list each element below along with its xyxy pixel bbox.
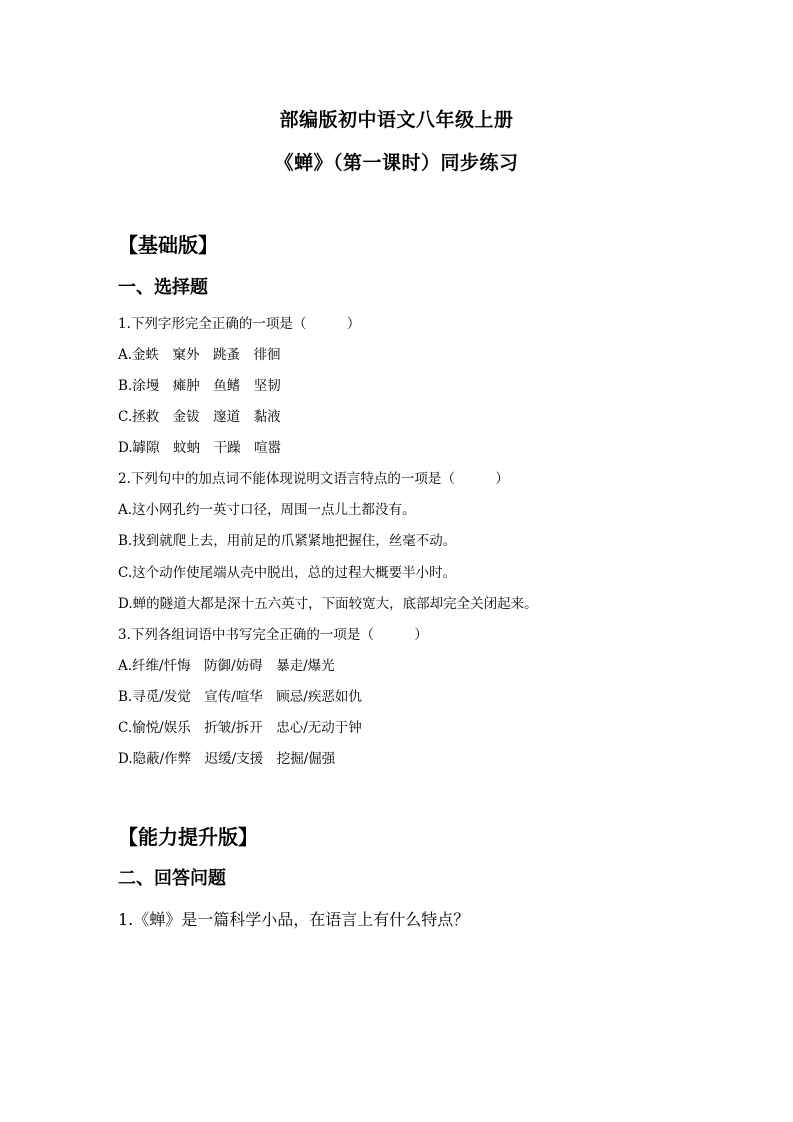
question-1-option-a: A.金蛈 窠外 跳蚤 徘徊 <box>118 347 281 363</box>
question-2-option-a: A.这小网孔约一英寸口径，周围一点儿土都没有。 <box>118 502 416 518</box>
question-2-option-b: B.找到就爬上去，用前足的爪紧紧地把握住，丝毫不动。 <box>118 533 457 549</box>
question-2-stem: 2.下列句中的加点词不能体现说明文语言特点的一项是（ ） <box>118 471 509 487</box>
choice-part-title: 一、选择题 <box>118 277 208 298</box>
question-1-option-b: B.涂墁 瘫肿 鱼鳍 坚韧 <box>118 378 281 394</box>
answer-part-title: 二、回答问题 <box>118 868 226 889</box>
question-1-option-c: C.拯救 金钹 邃道 黏液 <box>118 409 281 425</box>
question-1-option-d: D.罅隙 蚊蚋 干躁 喧嚣 <box>118 440 282 456</box>
question-2-option-c: C.这个动作使尾端从壳中脱出，总的过程大概要半小时。 <box>118 565 457 581</box>
question-3-option-c: C.愉悦/娱乐 折皱/拆开 忠心/无动于钟 <box>118 720 362 736</box>
question-3-stem: 3.下列各组词语中书写完全正确的一项是（ ） <box>118 627 428 643</box>
basic-section-title: 【基础版】 <box>118 233 218 257</box>
question-1-stem: 1.下列字形完全正确的一项是（ ） <box>118 316 361 332</box>
advanced-section-title: 【能力提升版】 <box>118 825 258 849</box>
question-3-option-a: A.纤维/忏悔 防御/妨碍 暴走/爆光 <box>118 658 335 674</box>
question-3-option-d: D.隐蔽/作弊 迟缓/支援 挖掘/倔强 <box>118 751 336 767</box>
answer-question-1: 1.《蝉》是一篇科学小品，在语言上有什么特点？ <box>118 910 470 929</box>
question-3-option-b: B.寻觅/发觉 宣传/喧华 顾忌/疾恶如仇 <box>118 689 362 705</box>
document-subtitle: 《蝉》（第一课时）同步练习 <box>274 152 519 174</box>
question-2-option-d: D.蝉的隧道大都是深十五六英寸，下面较宽大，底部却完全关闭起来。 <box>118 596 538 612</box>
document-title: 部编版初中语文八年级上册 <box>279 109 514 131</box>
